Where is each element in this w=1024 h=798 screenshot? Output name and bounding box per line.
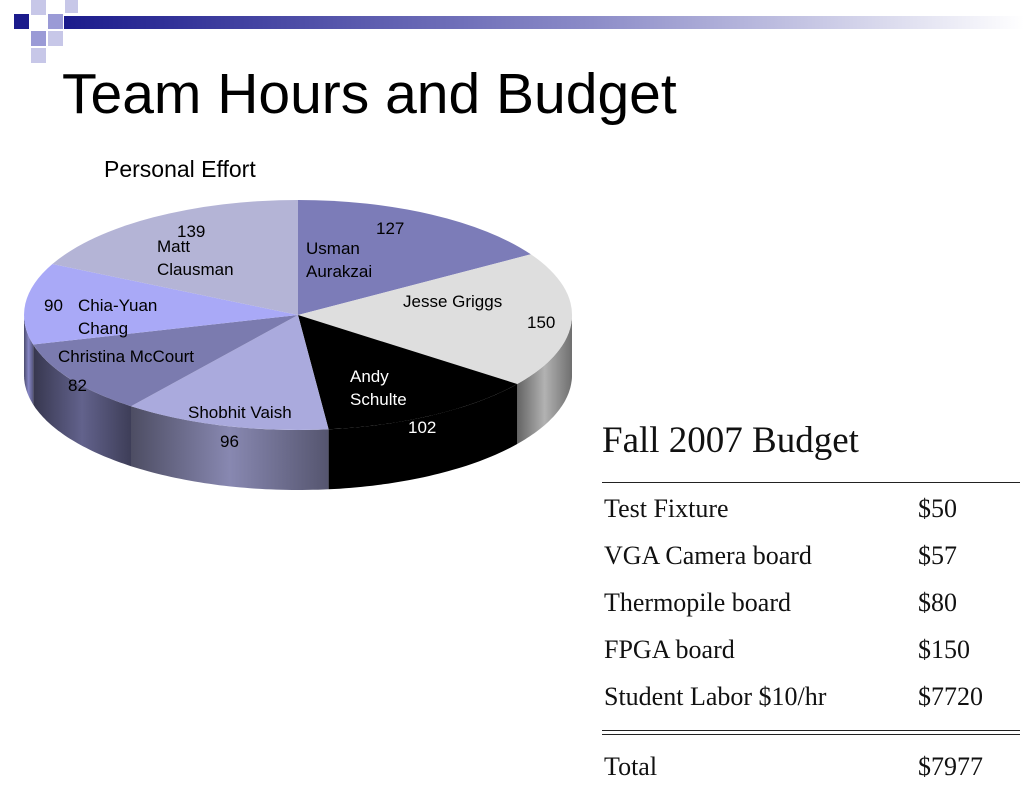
slice-name-label	[403, 292, 502, 311]
slice-name-line: Matt	[157, 237, 191, 256]
slice-value-label: 102	[408, 418, 437, 437]
budget-item-label: Thermopile board	[604, 588, 791, 617]
budget-item-amount: $80	[918, 588, 957, 617]
budget-total-amount: $7977	[918, 752, 983, 781]
slice-value-label: 150	[527, 313, 556, 332]
budget-total-label: Total	[604, 752, 658, 781]
slice-value-label: 139	[177, 222, 206, 241]
slice-name-line: Jesse Griggs	[403, 292, 503, 311]
slice-name-line: Usman	[306, 239, 360, 258]
pie-chart	[0, 0, 600, 560]
slice-name-line: Clausman	[157, 259, 234, 279]
slide-title: Team Hours and Budget	[62, 62, 677, 126]
slice-value-label: 82	[68, 376, 87, 395]
budget-rows	[602, 493, 1020, 728]
budget-row	[602, 493, 1020, 540]
budget-row	[602, 540, 1020, 587]
budget-total-row	[602, 751, 1020, 798]
slice-name-label	[58, 347, 194, 366]
budget-item-label: FPGA board	[604, 635, 735, 664]
budget-table	[602, 418, 1020, 798]
budget-item-label: Student Labor $10/hr	[604, 682, 827, 711]
budget-item-amount: $50	[918, 494, 957, 523]
budget-title: Fall 2007 Budget	[602, 420, 859, 461]
slice-value-label: 90	[44, 296, 63, 315]
slice-name-line: Christina McCourt	[58, 347, 195, 366]
chart-title: Personal Effort	[104, 156, 256, 182]
budget-item-amount: $57	[918, 541, 957, 570]
budget-row	[602, 634, 1020, 681]
budget-total-rule-double	[602, 734, 1020, 735]
slice-name-line: Chang	[78, 318, 129, 338]
budget-item-amount: $7720	[918, 682, 983, 711]
budget-row	[602, 681, 1020, 728]
budget-row	[602, 587, 1020, 634]
slice-value-label: 96	[220, 432, 239, 451]
budget-item-label: VGA Camera board	[604, 541, 812, 570]
slice-value-label: 127	[376, 219, 405, 238]
slice-name-line: Schulte	[350, 389, 407, 409]
budget-item-label: Test Fixture	[604, 494, 729, 523]
budget-total-rule	[602, 730, 1020, 731]
slice-name-line: Andy	[350, 367, 389, 386]
pie-top	[24, 200, 572, 430]
slice-name-label	[188, 403, 292, 422]
slice-name-line: Shobhit Vaish	[188, 403, 292, 422]
budget-item-amount: $150	[918, 635, 970, 664]
slice-name-line: Chia-Yuan	[78, 296, 158, 315]
slice-name-line: Aurakzai	[306, 261, 373, 281]
